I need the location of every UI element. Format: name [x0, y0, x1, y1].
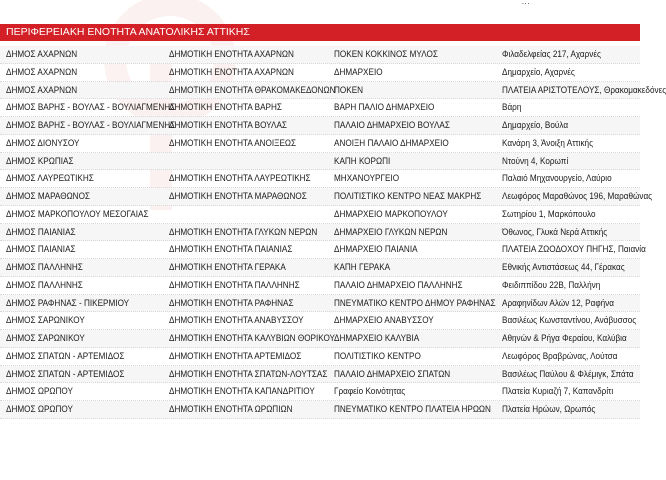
municipal-unit-cell: ΔΗΜΟΤΙΚΗ ΕΝΟΤΗΤΑ ΣΠΑΤΩΝ-ΛΟΥΤΣΑΣ: [169, 368, 328, 380]
location-cell: ΚΑΠΗ ΓΕΡΑΚΑ: [334, 262, 391, 273]
municipality-cell: ΔΗΜΟΣ ΒΑΡΗΣ - ΒΟΥΛΑΣ - ΒΟΥΛΙΑΓΜΕΝΗΣ: [6, 102, 176, 114]
location-cell: ΑΝΟΙΞΗ ΠΑΛΑΙΟ ΔΗΜΑΡΧΕΙΟ: [334, 137, 449, 149]
location-cell: ΔΗΜΑΡΧΕΙΟ ΠΑΙΑΝΙΑ: [334, 244, 418, 256]
location-cell: ΔΗΜΑΡΧΕΙΟ: [334, 66, 383, 78]
location-cell: ΠΟΚΕΝ: [334, 84, 364, 96]
address-cell: Αθηνών & Ρήγα Φεραίου, Καλύβια: [502, 333, 627, 344]
municipality-cell: ΔΗΜΟΣ ΔΙΟΝΥΣΟΥ: [6, 137, 80, 149]
municipality-cell: ΔΗΜΟΣ ΣΑΡΩΝΙΚΟΥ: [6, 315, 85, 327]
municipality-cell: ΔΗΜΟΣ ΣΑΡΩΝΙΚΟΥ: [6, 333, 85, 344]
municipality-cell: ΔΗΜΟΣ ΣΠΑΤΩΝ - ΑΡΤΕΜΙΔΟΣ: [6, 350, 125, 362]
municipality-cell: ΔΗΜΟΣ ΠΑΙΑΝΙΑΣ: [6, 226, 76, 238]
table-row: [0, 330, 640, 348]
table-row: [0, 259, 640, 277]
location-cell: ΠΝΕΥΜΑΤΙΚΟ ΚΕΝΤΡΟ ΠΛΑΤΕΙΑ ΗΡΩΩΝ: [334, 404, 491, 415]
cut-off-top-text: ...: [521, 0, 530, 6]
address-cell: Δημαρχείο, Βούλα: [502, 120, 569, 131]
table-row: [0, 135, 640, 153]
municipal-unit-cell: ΔΗΜΟΤΙΚΗ ΕΝΟΤΗΤΑ ΒΟΥΛΑΣ: [169, 120, 287, 131]
table-row: [0, 366, 640, 384]
location-cell: Γραφείο Κοινότητας: [334, 386, 406, 398]
address-cell: Εθνικής Αντιστάσεως 44, Γέρακας: [502, 262, 625, 273]
polling-locations-table: [0, 46, 666, 419]
address-cell: Όθωνος, Γλυκά Νερά Αττικής: [502, 226, 608, 238]
table-row: [0, 170, 640, 188]
location-cell: ΠΟΛΙΤΙΣΤΙΚΟ ΚΕΝΤΡΟ ΝΕΑΣ ΜΑΚΡΗΣ: [334, 191, 482, 202]
municipal-unit-cell: ΔΗΜΟΤΙΚΗ ΕΝΟΤΗΤΑ ΜΑΡΑΘΩΝΟΣ: [169, 191, 307, 202]
municipal-unit-cell: ΔΗΜΟΤΙΚΗ ΕΝΟΤΗΤΑ ΑΡΤΕΜΙΔΟΣ: [169, 350, 302, 362]
table-row: [0, 401, 640, 419]
address-cell: Παλαιό Μηχανουργείο, Λαύριο: [502, 173, 612, 185]
table-row: [0, 206, 640, 224]
location-cell: ΚΑΠΗ ΚΟΡΩΠΙ: [334, 155, 391, 167]
municipal-unit-cell: ΔΗΜΟΤΙΚΗ ΕΝΟΤΗΤΑ ΡΑΦΗΝΑΣ: [169, 297, 294, 309]
location-cell: ΔΗΜΑΡΧΕΙΟ ΓΛΥΚΩΝ ΝΕΡΩΝ: [334, 226, 448, 238]
table-row: [0, 82, 666, 100]
address-cell: Ντούνη 4, Κορωπί: [502, 155, 569, 167]
municipal-unit-cell: ΔΗΜΟΤΙΚΗ ΕΝΟΤΗΤΑ ΓΛΥΚΩΝ ΝΕΡΩΝ: [169, 226, 318, 238]
municipal-unit-cell: ΔΗΜΟΤΙΚΗ ΕΝΟΤΗΤΑ ΘΡΑΚΟΜΑΚΕΔΟΝΩΝ: [169, 84, 336, 96]
table-row: [0, 383, 640, 401]
address-cell: Πλατεία Ηρώων, Ωρωπός: [502, 404, 596, 415]
table-row: [0, 117, 640, 135]
municipal-unit-cell: ΔΗΜΟΤΙΚΗ ΕΝΟΤΗΤΑ ΚΑΠΑΝΔΡΙΤΙΟΥ: [169, 386, 315, 398]
location-cell: ΠΑΛΑΙΟ ΔΗΜΑΡΧΕΙΟ ΒΟΥΛΑΣ: [334, 120, 450, 131]
municipality-cell: ΔΗΜΟΣ ΠΑΛΛΗΝΗΣ: [6, 279, 83, 291]
municipal-unit-cell: ΔΗΜΟΤΙΚΗ ΕΝΟΤΗΤΑ ΓΕΡΑΚΑ: [169, 262, 286, 273]
municipal-unit-cell: ΔΗΜΟΤΙΚΗ ΕΝΟΤΗΤΑ ΛΑΥΡΕΩΤΙΚΗΣ: [169, 173, 311, 185]
municipality-cell: ΔΗΜΟΣ ΩΡΩΠΟΥ: [6, 404, 73, 415]
table-row: [0, 64, 640, 82]
municipality-cell: ΔΗΜΟΣ ΣΠΑΤΩΝ - ΑΡΤΕΜΙΔΟΣ: [6, 368, 125, 380]
municipal-unit-cell: ΔΗΜΟΤΙΚΗ ΕΝΟΤΗΤΑ ΠΑΙΑΝΙΑΣ: [169, 244, 293, 256]
location-cell: ΒΑΡΗ ΠΑΛΙΟ ΔΗΜΑΡΧΕΙΟ: [334, 102, 435, 114]
municipality-cell: ΔΗΜΟΣ ΜΑΡΑΘΩΝΟΣ: [6, 191, 90, 202]
address-cell: Αραφηνίδων Αλών 12, Ραφήνα: [502, 297, 614, 309]
table-row: [0, 241, 646, 259]
municipality-cell: ΔΗΜΟΣ ΑΧΑΡΝΩΝ: [6, 66, 78, 78]
address-cell: Κανάρη 3, Άνοιξη Αττικής: [502, 137, 594, 149]
table-row: [0, 348, 640, 366]
top-strip: [0, 0, 640, 24]
municipality-cell: ΔΗΜΟΣ ΑΧΑΡΝΩΝ: [6, 84, 78, 96]
section-title: ΠΕΡΙΦΕΡΕΙΑΚΗ ΕΝΟΤΗΤΑ ΑΝΑΤΟΛΙΚΗΣ ΑΤΤΙΚΗΣ: [6, 26, 250, 38]
address-cell: Σωτηρίου 1, Μαρκόπουλο: [502, 208, 596, 220]
table-row: [0, 153, 640, 171]
address-cell: ΠΛΑΤΕΙΑ ΑΡΙΣΤΟΤΕΛΟΥΣ, Θρακομακεδόνες: [502, 84, 666, 96]
table-row: [0, 99, 640, 117]
table-row: [0, 46, 640, 64]
location-cell: ΔΗΜΑΡΧΕΙΟ ΚΑΛΥΒΙΑ: [334, 333, 420, 344]
municipal-unit-cell: ΔΗΜΟΤΙΚΗ ΕΝΟΤΗΤΑ ΩΡΩΠΙΩΝ: [169, 404, 293, 415]
municipal-unit-cell: ΔΗΜΟΤΙΚΗ ΕΝΟΤΗΤΑ ΑΝΟΙΞΕΩΣ: [169, 137, 297, 149]
municipal-unit-cell: ΔΗΜΟΤΙΚΗ ΕΝΟΤΗΤΑ ΑΝΑΒΥΣΣΟΥ: [169, 315, 304, 327]
address-cell: Βασιλέως Παύλου & Φλέμιγκ, Σπάτα: [502, 368, 634, 380]
municipal-unit-cell: ΔΗΜΟΤΙΚΗ ΕΝΟΤΗΤΑ ΑΧΑΡΝΩΝ: [169, 49, 294, 60]
municipality-cell: ΔΗΜΟΣ ΠΑΙΑΝΙΑΣ: [6, 244, 76, 256]
address-cell: Βασιλέως Κωνσταντίνου, Ανάβυσσος: [502, 315, 637, 327]
address-cell: ΠΛΑΤΕΙΑ ΖΩΟΔΟΧΟΥ ΠΗΓΗΣ, Παιανία: [502, 244, 646, 256]
location-cell: ΠΑΛΑΙΟ ΔΗΜΑΡΧΕΙΟ ΣΠΑΤΩΝ: [334, 368, 451, 380]
municipal-unit-cell: ΔΗΜΟΤΙΚΗ ΕΝΟΤΗΤΑ ΒΑΡΗΣ: [169, 102, 282, 114]
municipality-cell: ΔΗΜΟΣ ΑΧΑΡΝΩΝ: [6, 49, 78, 60]
location-cell: ΔΗΜΑΡΧΕΙΟ ΜΑΡΚΟΠΟΥΛΟΥ: [334, 208, 448, 220]
table-row: [0, 312, 640, 330]
address-cell: Λεωφόρος Βραβρώνας, Λούτσα: [502, 350, 618, 362]
table-row: [0, 295, 640, 313]
municipality-cell: ΔΗΜΟΣ ΠΑΛΛΗΝΗΣ: [6, 262, 83, 273]
location-cell: ΠΝΕΥΜΑΤΙΚΟ ΚΕΝΤΡΟ ΔΗΜΟΥ ΡΑΦΗΝΑΣ: [334, 297, 496, 309]
address-cell: Βάρη: [502, 102, 522, 114]
municipality-cell: ΔΗΜΟΣ ΛΑΥΡΕΩΤΙΚΗΣ: [6, 173, 94, 185]
municipality-cell: ΔΗΜΟΣ ΩΡΩΠΟΥ: [6, 386, 73, 398]
municipal-unit-cell: ΔΗΜΟΤΙΚΗ ΕΝΟΤΗΤΑ ΠΑΛΛΗΝΗΣ: [169, 279, 300, 291]
location-cell: ΠΑΛΑΙΟ ΔΗΜΑΡΧΕΙΟ ΠΑΛΛΗΝΗΣ: [334, 279, 463, 291]
table-row: [0, 188, 653, 206]
location-cell: ΠΟΚΕΝ ΚΟΚΚΙΝΟΣ ΜΥΛΟΣ: [334, 49, 438, 60]
address-cell: Πλατεία Κυριαζή 7, Καπανδρίτι: [502, 386, 614, 398]
address-cell: Λεωφόρος Μαραθώνος 196, Μαραθώνας: [502, 191, 653, 202]
municipal-unit-cell: ΔΗΜΟΤΙΚΗ ΕΝΟΤΗΤΑ ΑΧΑΡΝΩΝ: [169, 66, 294, 78]
location-cell: ΔΗΜΑΡΧΕΙΟ ΑΝΑΒΥΣΣΟΥ: [334, 315, 434, 327]
address-cell: Φιλαδελφείας 217, Αχαρνές: [502, 49, 601, 60]
municipality-cell: ΔΗΜΟΣ ΒΑΡΗΣ - ΒΟΥΛΑΣ - ΒΟΥΛΙΑΓΜΕΝΗΣ: [6, 120, 176, 131]
municipality-cell: ΔΗΜΟΣ ΚΡΩΠΙΑΣ: [6, 155, 74, 167]
section-header: [0, 24, 640, 41]
municipality-cell: ΔΗΜΟΣ ΡΑΦΗΝΑΣ - ΠΙΚΕΡΜΙΟΥ: [6, 297, 130, 309]
municipality-cell: ΔΗΜΟΣ ΜΑΡΚΟΠΟΥΛΟΥ ΜΕΣΟΓΑΙΑΣ: [6, 208, 149, 220]
address-cell: Φειδιππίδου 22Β, Παλλήνη: [502, 279, 601, 291]
municipal-unit-cell: ΔΗΜΟΤΙΚΗ ΕΝΟΤΗΤΑ ΚΑΛΥΒΙΩΝ ΘΟΡΙΚΟΥ: [169, 333, 336, 344]
location-cell: ΜΗΧΑΝΟΥΡΓΕΙΟ: [334, 173, 400, 185]
table-row: [0, 224, 640, 242]
address-cell: Δημαρχείο, Αχαρνές: [502, 66, 575, 78]
table-row: [0, 277, 640, 295]
location-cell: ΠΟΛΙΤΙΣΤΙΚΟ ΚΕΝΤΡΟ: [334, 350, 421, 362]
